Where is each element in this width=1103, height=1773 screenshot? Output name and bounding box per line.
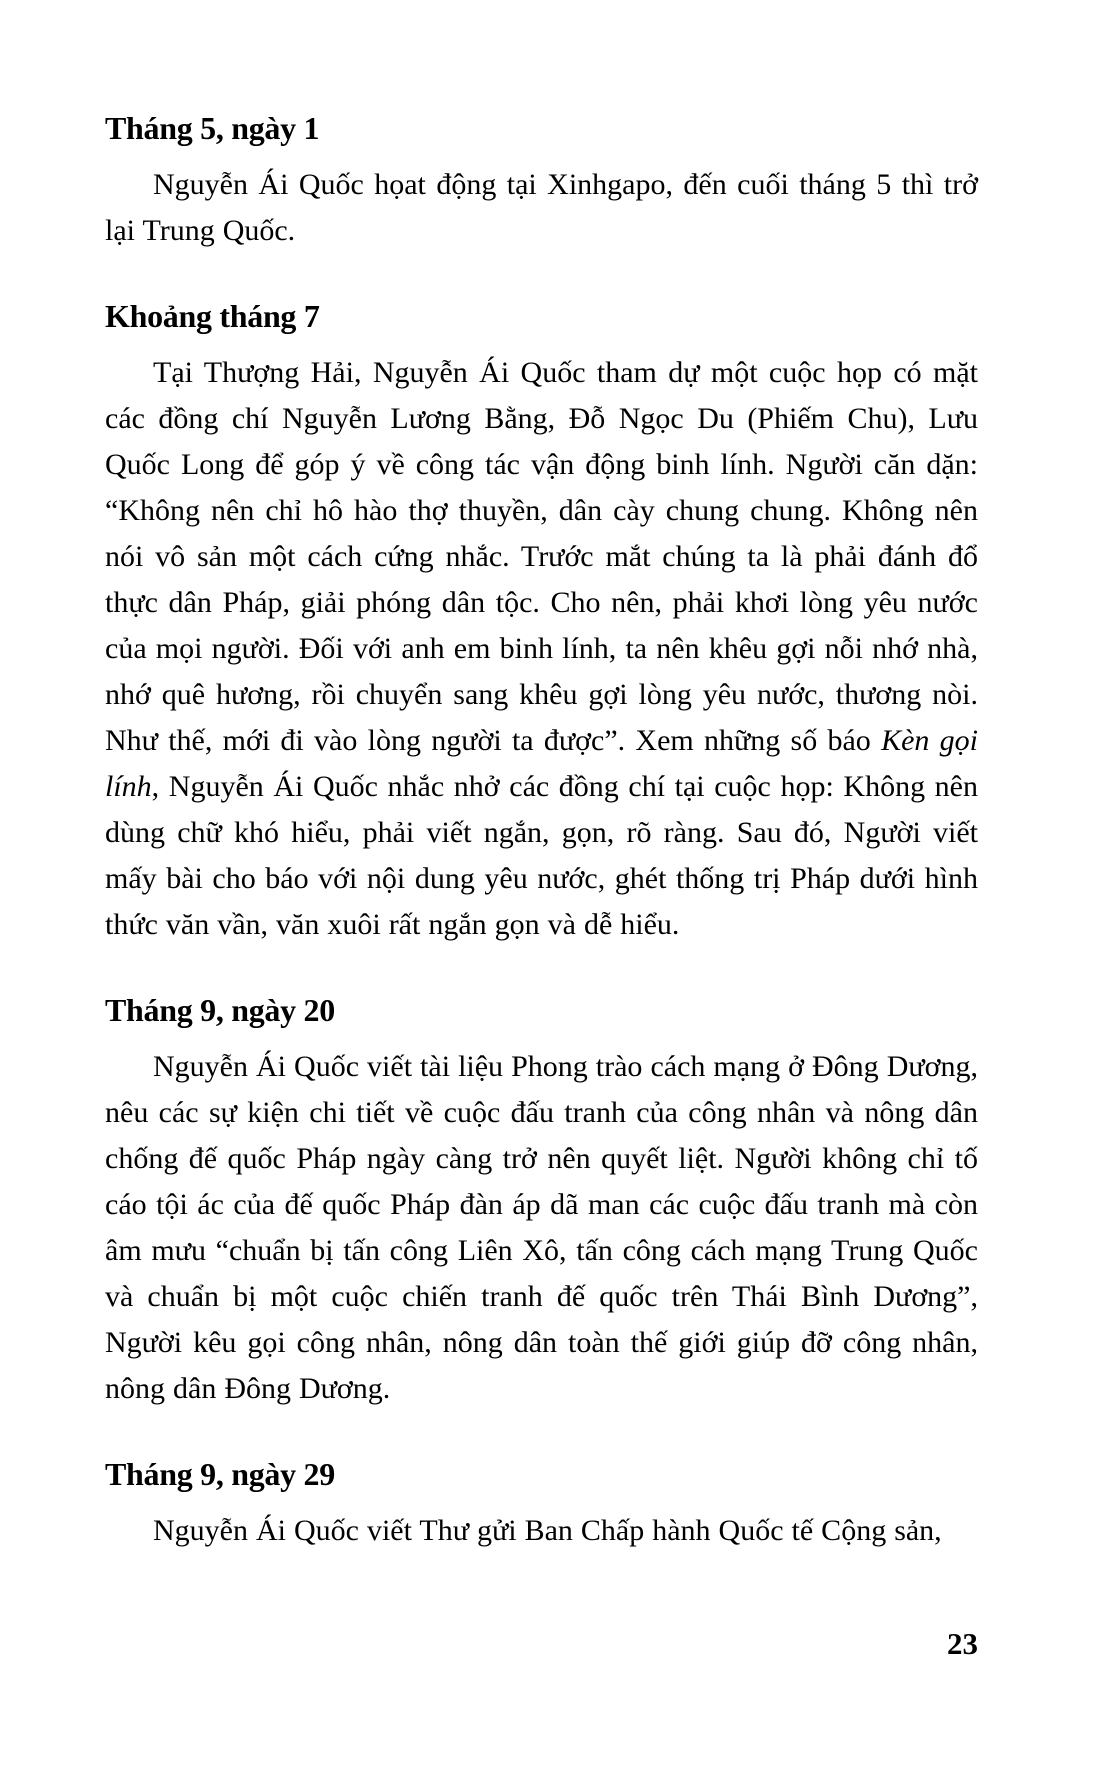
section-thang9-ngay20: [105, 988, 978, 1412]
paragraph: Nguyễn Ái Quốc viết tài liệu Phong trào cách mạng ở Đông Dương, nêu các sự kiện chi tiết về cuộc đấu tranh của công nhân và nông dân chống đế quốc Pháp ngày càng trở nên quyết liệt. Người không chỉ tố cáo tội ác của đế quốc Pháp đàn áp dã man các cuộc đấu tranh mà còn âm mưu “chuẩn bị tấn công Liên Xô, tấn công cách mạng Trung Quốc và chuẩn bị một cuộc chiến tranh đế quốc trên Thái Bình Dương”, Người kêu gọi công nhân, nông dân toàn thế giới giúp đỡ công nhân, nông dân Đông Dương.: [105, 1050, 978, 1405]
section-heading: Tháng 9, ngày 29: [105, 1456, 335, 1492]
text-column: [105, 106, 978, 1554]
paragraph: Nguyễn Ái Quốc viết Thư gửi Ban Chấp hành Quốc tế Cộng sản,: [153, 1514, 942, 1547]
paragraph-text-before-title: Tại Thượng Hải, Nguyễn Ái Quốc tham dự một cuộc họp có mặt các đồng chí Nguyễn Lương Bằng, Đỗ Ngọc Du (Phiếm Chu), Lưu Quốc Long để góp ý về công tác vận động binh lính. Người căn dặn: “Không nên chỉ hô hào thợ thuyền, dân cày chung chung. Không nên nói vô sản một cách cứng nhắc. Trước mắt chúng ta là phải đánh đổ thực dân Pháp, giải phóng dân tộc. Cho nên, phải khơi lòng yêu nước của mọi người. Đối với anh em binh lính, ta nên khêu gợi nỗi nhớ nhà, nhớ quê hương, rồi chuyển sang khêu gợi lòng yêu nước, thương nòi. Như thế, mới đi vào lòng người ta được”. Xem những số báo: [105, 356, 978, 757]
section-heading: Khoảng tháng 7: [105, 298, 320, 334]
paragraph: [105, 350, 978, 948]
page-number: 23: [947, 1626, 978, 1661]
section-thang9-ngay29: [105, 1452, 978, 1554]
section-heading: Tháng 9, ngày 20: [105, 992, 335, 1028]
paragraph-text-after-title: , Nguyễn Ái Quốc nhắc nhở các đồng chí tại cuộc họp: Không nên dùng chữ khó hiểu, phải viết ngắn, gọn, rõ ràng. Sau đó, Người viết mấy bài cho báo với nội dung yêu nước, ghét thống trị Pháp dưới hình thức văn vần, văn xuôi rất ngắn gọn và dễ hiểu.: [105, 770, 978, 941]
section-khoang-thang7: [105, 294, 978, 948]
paragraph: Nguyễn Ái Quốc họat động tại Xinhgapo, đến cuối tháng 5 thì trở lại Trung Quốc.: [105, 168, 978, 247]
section-thang5-ngay1: [105, 106, 978, 254]
newspaper-title-italic: Kèn gọi lính: [105, 724, 978, 803]
section-heading: Tháng 5, ngày 1: [105, 110, 320, 146]
